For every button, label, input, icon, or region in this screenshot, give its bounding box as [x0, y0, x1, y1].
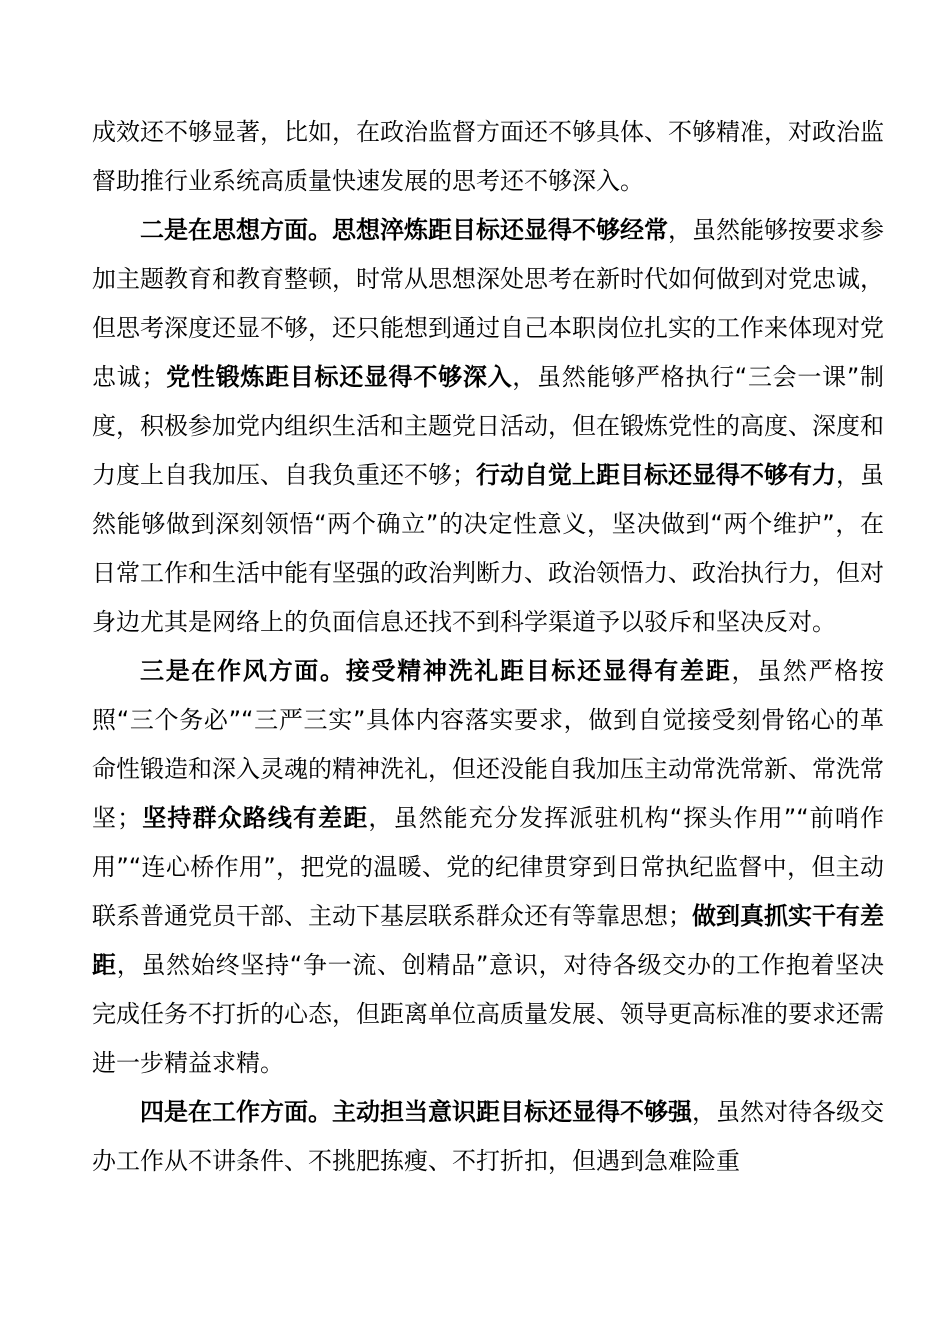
text-run: 成效还不够显著，比如，在政治监督方面还不够具体、不够精准，对政治监督助推行业系统高质量快速发展的思考还不够深入。	[92, 118, 884, 195]
bold-heading-run: 行动自觉上距目标还显得不够有力	[476, 461, 836, 489]
text-run: ，虽然能够严格执行“三会一课”制度，积极参加党内组织生活和主题党日活动，但在锻炼党性的高度、深度和力度上自我加压、自我负重还不够；	[92, 363, 885, 489]
text-run: ，虽然始终坚持“争一流、创精品”意识，对待各级交办的工作抱着坚决完成任务不打折的心态，但距离单位高质量发展、领导更高标准的要求还需进一步精益求精。	[92, 951, 885, 1077]
text-run: ，虽然对待各级交办工作从不讲条件、不挑肥拣瘦、不打折扣，但遇到急难险重	[92, 1098, 884, 1175]
bold-heading-run: 三是在作风方面。接受精神洗礼距目标还显得有差距	[140, 657, 732, 685]
bold-heading-run: 做到真抓实干有差距	[92, 902, 884, 979]
paragraph-continuation	[92, 108, 884, 206]
document-page	[92, 108, 884, 1186]
text-run: ，虽然能够做到深刻领悟“两个确立”的决定性意义，坚决做到“两个维护”，在日常工作和生活中能有坚强的政治判断力、政治领悟力、政治执行力，但对身边尤其是网络上的负面信息还找不到科学渠道予以驳斥和坚决反对。	[92, 461, 884, 636]
bold-heading-run: 二是在思想方面。思想淬炼距目标还显得不够经常	[140, 216, 668, 244]
bold-heading-run: 坚持群众路线有差距	[141, 804, 369, 832]
paragraph-thought	[92, 206, 884, 647]
text-run: ，虽然能够按要求参加主题教育和教育整顿，时常从思想深处思考在新时代如何做到对党忠诚，但思考深度还显不够，还只能想到通过自己本职岗位扎实的工作来体现对党忠诚；	[92, 216, 884, 391]
text-run: ，虽然严格按照“三个务必”“三严三实”具体内容落实要求，做到自觉接受刻骨铭心的革命性锻造和深入灵魂的精神洗礼，但还没能自我加压主动常洗常新、常洗常坚；	[92, 657, 885, 832]
paragraph-work	[92, 1088, 884, 1186]
text-run: ，虽然能充分发挥派驻机构“探头作用”“前哨作用”“连心桥作用”，把党的温暖、党的纪律贯穿到日常执纪监督中，但主动联系普通党员干部、主动下基层联系群众还有等靠思想；	[92, 804, 885, 930]
bold-heading-run: 党性锻炼距目标还显得不够深入	[165, 363, 513, 391]
paragraph-style	[92, 647, 884, 1088]
bold-heading-run: 四是在工作方面。主动担当意识距目标还显得不够强	[140, 1098, 692, 1126]
